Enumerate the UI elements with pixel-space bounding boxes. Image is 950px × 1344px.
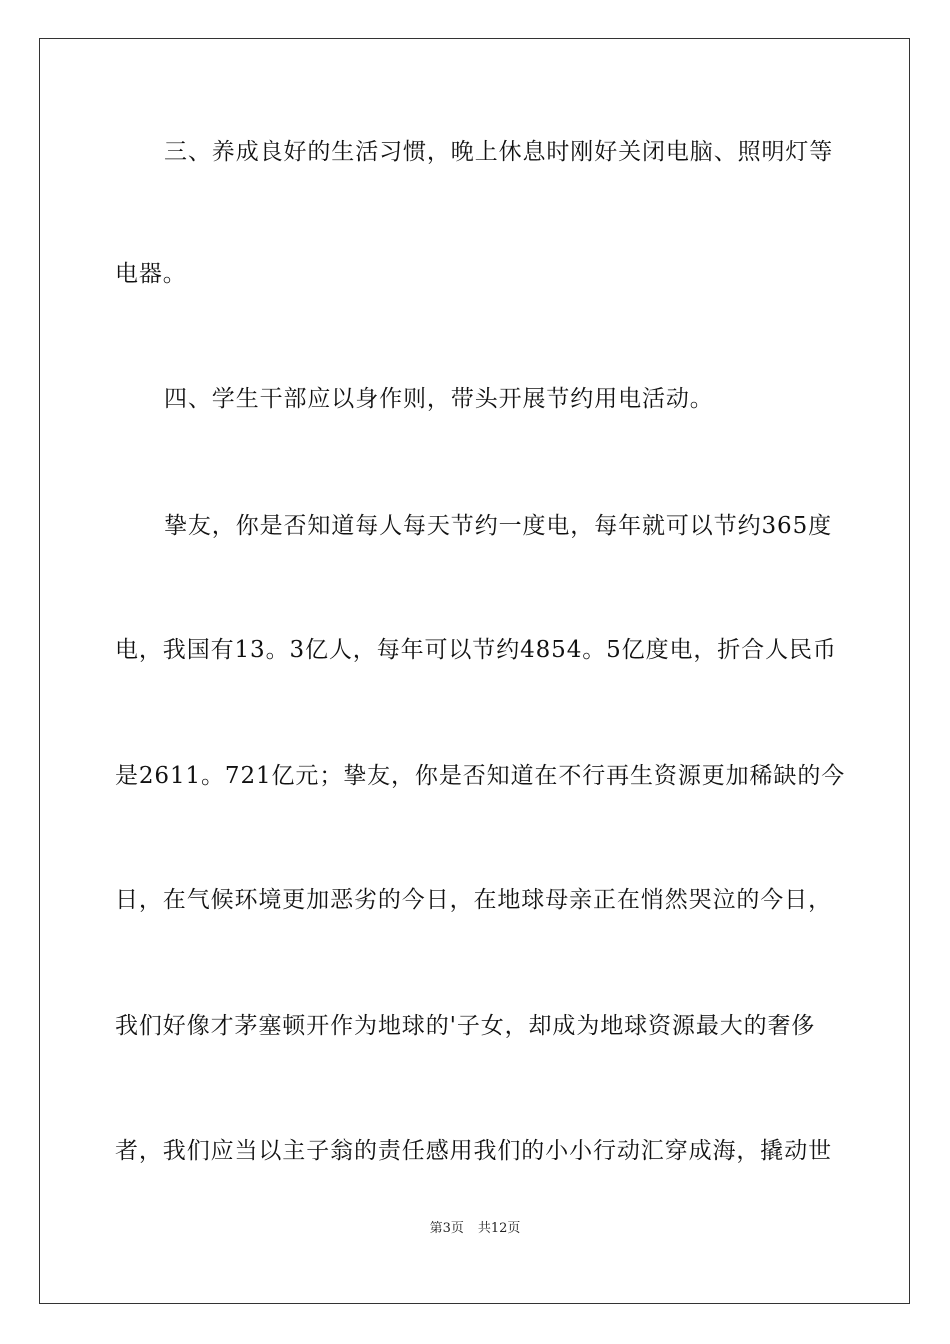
paragraph-3-line-1: 挚友，你是否知道每人每天节约一度电，每年就可以节约365度	[164, 513, 832, 539]
paragraph-3-line-4: 日，在气候环境更加恶劣的今日，在地球母亲正在悄然哭泣的今日，	[115, 887, 832, 913]
paragraph-1-line-1: 三、养成良好的生活习惯，晚上休息时刚好关闭电脑、照明灯等	[164, 139, 834, 165]
paragraph-3-line-5: 我们好像才茅塞顿开作为地球的'子女，却成为地球资源最大的奢侈	[115, 1013, 816, 1039]
page-frame	[39, 38, 910, 1304]
page-total: 共12页	[477, 1221, 521, 1236]
page-number: 第3页	[429, 1221, 464, 1236]
paragraph-3-line-6: 者，我们应当以主子翁的责任感用我们的小小行动汇穿成海，撬动世	[115, 1138, 832, 1164]
paragraph-3-line-3: 是2611。721亿元；挚友，你是否知道在不行再生资源更加稀缺的今	[115, 763, 846, 789]
page-footer	[0, 1220, 950, 1238]
paragraph-1-line-2: 电器。	[115, 261, 187, 287]
paragraph-2-line-1: 四、学生干部应以身作则，带头开展节约用电活动。	[164, 386, 714, 412]
paragraph-3-line-2: 电，我国有13。3亿人，每年可以节约4854。5亿度电，折合人民币	[115, 637, 837, 663]
